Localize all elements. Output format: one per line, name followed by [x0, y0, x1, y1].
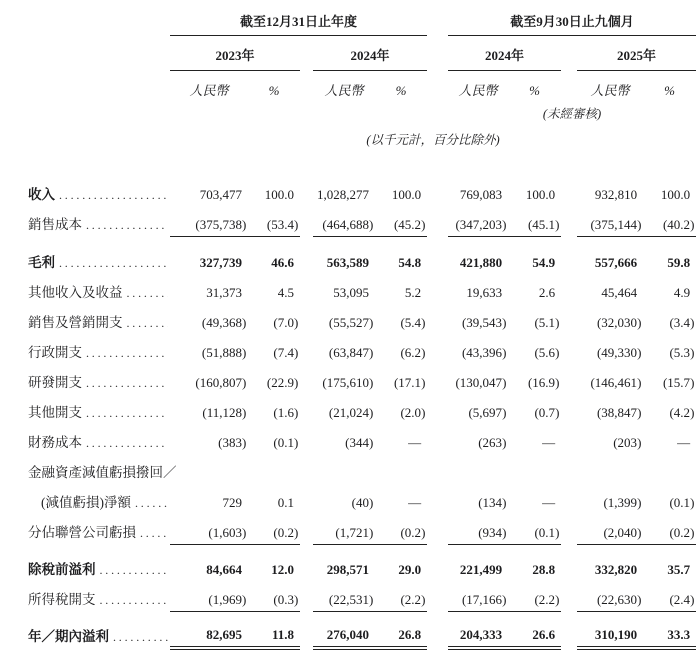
period-group-row: [28, 8, 696, 36]
currency-header: 人民幣: [590, 83, 630, 98]
percent-header: %: [395, 83, 407, 98]
hanging-paren: ): [502, 345, 507, 360]
dot-leader: [127, 286, 169, 301]
percent-cell: 12.0: [271, 562, 294, 577]
column-gap: [300, 424, 313, 454]
row-label: 研發開支: [28, 375, 82, 390]
percent-cell: 26.6: [508, 618, 561, 648]
amount-cell: 45,464: [601, 285, 638, 300]
amount-cell: (130,047): [455, 375, 507, 390]
percent-cell: (5.1): [534, 315, 560, 330]
percent-cell: (2.0): [400, 405, 426, 420]
column-gap: [427, 206, 448, 236]
percent-cell: (2.2): [508, 581, 561, 611]
percent-cell: —: [408, 495, 422, 510]
column-gap: [427, 618, 448, 648]
amount-cell: 82,695: [170, 618, 248, 648]
row-label: 收入: [28, 187, 55, 202]
amount-cell: (464,688): [313, 206, 375, 236]
hanging-paren: ): [421, 216, 426, 232]
amount-cell: (175,610): [322, 375, 374, 390]
percent-cell: —: [408, 435, 422, 450]
percent-cell: —: [677, 435, 691, 450]
hanging-paren: ): [502, 524, 507, 540]
hanging-paren: ): [637, 524, 642, 540]
table-row: [28, 618, 696, 648]
hanging-paren: ): [502, 405, 507, 420]
column-gap: [427, 364, 448, 394]
dot-leader: [100, 563, 169, 578]
percent-cell: 2.6: [538, 285, 556, 300]
header-spacer: [28, 150, 696, 176]
column-gap: [427, 334, 448, 364]
percent-cell: (17.1): [393, 375, 426, 390]
percent-cell: (22.9): [266, 375, 299, 390]
amount-cell: (344): [345, 435, 374, 450]
dot-leader: [127, 316, 169, 331]
amount-cell: (49,368): [201, 315, 247, 330]
hanging-paren: ): [369, 591, 374, 607]
amount-cell: 563,589: [326, 255, 369, 270]
unit-header-row: [28, 71, 696, 102]
hanging-paren: ): [369, 495, 374, 510]
hanging-paren: ): [294, 591, 299, 607]
table-row: [28, 334, 696, 364]
percent-cell: (45.1): [508, 206, 561, 236]
table-row: [28, 514, 696, 544]
percent-cell: (40.2): [643, 206, 696, 236]
column-gap: [300, 206, 313, 236]
table-row: [28, 581, 696, 611]
percent-cell: (16.9): [527, 375, 560, 390]
hanging-paren: ): [242, 524, 247, 540]
row-label: 所得稅開支: [28, 592, 96, 607]
percent-cell: 46.6: [271, 255, 294, 270]
amount-cell: 932,810: [594, 187, 638, 202]
row-label: 分佔聯營公司虧損: [28, 525, 136, 540]
amount-cell: 19,633: [466, 285, 503, 300]
hanging-paren: ): [369, 524, 374, 540]
row-label: (減值虧損)淨額: [41, 495, 131, 510]
percent-header: %: [268, 83, 280, 98]
hanging-paren: ): [637, 435, 642, 450]
period-group-annual: 截至12月31日止年度: [170, 8, 427, 36]
hanging-paren: ): [690, 345, 695, 360]
dot-leader: [59, 188, 168, 203]
column-gap: [561, 274, 577, 304]
dot-leader: [113, 630, 168, 645]
hanging-paren: ): [502, 216, 507, 232]
amount-cell: (1,969): [170, 581, 248, 611]
hanging-paren: ): [294, 435, 299, 450]
percent-cell: 35.7: [667, 562, 691, 577]
currency-header: 人民幣: [458, 83, 498, 98]
column-gap: [300, 304, 313, 334]
column-gap: [561, 304, 577, 334]
hanging-paren: ): [294, 524, 299, 540]
amount-cell: 31,373: [206, 285, 242, 300]
percent-cell: 100.0: [264, 187, 294, 202]
percent-cell: 100.0: [391, 187, 422, 202]
amount-cell: 769,083: [459, 187, 503, 202]
hanging-paren: ): [690, 315, 695, 330]
hanging-paren: ): [242, 405, 247, 420]
hanging-paren: ): [502, 495, 507, 510]
percent-cell: (6.2): [400, 345, 426, 360]
hanging-paren: ): [421, 315, 426, 330]
percent-cell: (3.4): [669, 315, 695, 330]
hanging-paren: ): [502, 435, 507, 450]
percent-cell: (5.3): [669, 345, 695, 360]
hanging-paren: ): [369, 345, 374, 360]
year-label-2025-9m: 2025年: [577, 36, 696, 71]
hanging-paren: ): [637, 591, 642, 607]
amount-cell: 204,333: [448, 618, 508, 648]
percent-cell: (5.4): [400, 315, 426, 330]
amount-cell: (203): [613, 435, 642, 450]
amount-cell: (38,847): [596, 405, 642, 420]
row-label: 財務成本: [28, 435, 82, 450]
row-spacer: [28, 611, 696, 618]
units-note: (以千元計，百分比除外): [366, 133, 500, 147]
amount-cell: (134): [478, 495, 507, 510]
units-note-row: [28, 122, 696, 150]
column-gap: [427, 551, 448, 581]
amount-cell: (49,330): [596, 345, 642, 360]
percent-header: %: [664, 83, 675, 98]
row-label: 毛利: [28, 255, 55, 270]
hanging-paren: ): [369, 315, 374, 330]
hanging-paren: ): [637, 375, 642, 390]
amount-cell: (263): [478, 435, 507, 450]
hanging-paren: ): [637, 495, 642, 510]
amount-cell: 221,499: [459, 562, 503, 577]
column-gap: [561, 514, 577, 544]
hanging-paren: ): [421, 524, 426, 540]
hanging-paren: ): [555, 345, 560, 360]
amount-cell: (22,630): [577, 581, 643, 611]
amount-cell: (146,461): [590, 375, 642, 390]
unaudited-note: (未經審核): [542, 107, 602, 121]
amount-cell: (55,527): [328, 315, 374, 330]
amount-cell: (17,166): [448, 581, 508, 611]
row-spacer: [28, 544, 696, 551]
amount-cell: (1,721): [313, 514, 375, 544]
percent-cell: 54.8: [398, 255, 422, 270]
row-label: 金融資產減值虧損撥回／: [28, 465, 177, 480]
amount-cell: 332,820: [594, 562, 638, 577]
hanging-paren: ): [294, 375, 299, 390]
percent-cell: 100.0: [525, 187, 556, 202]
percent-cell: 28.8: [532, 562, 556, 577]
hanging-paren: ): [294, 405, 299, 420]
amount-cell: (43,396): [461, 345, 507, 360]
column-gap: [561, 206, 577, 236]
dot-leader: [86, 436, 168, 451]
hanging-paren: ): [502, 375, 507, 390]
percent-cell: (2.4): [643, 581, 696, 611]
column-gap: [300, 274, 313, 304]
column-gap: [427, 244, 448, 274]
column-gap: [561, 581, 577, 611]
column-gap: [561, 176, 577, 206]
amount-cell: (934): [448, 514, 508, 544]
dot-leader: [140, 526, 168, 541]
table-row: [28, 394, 696, 424]
column-gap: [427, 424, 448, 454]
hanging-paren: ): [502, 315, 507, 330]
hanging-paren: ): [690, 495, 695, 510]
year-label-2023: 2023年: [170, 36, 300, 71]
percent-cell: (45.2): [375, 206, 427, 236]
row-label: 年／期內溢利: [28, 629, 109, 644]
table-row: [28, 206, 696, 236]
hanging-paren: ): [369, 405, 374, 420]
amount-cell: 298,571: [326, 562, 369, 577]
percent-cell: —: [542, 495, 556, 510]
percent-cell: —: [542, 435, 556, 450]
row-label: 銷售及營銷開支: [28, 315, 123, 330]
year-label-2024: 2024年: [313, 36, 427, 71]
hanging-paren: ): [555, 591, 560, 607]
currency-header: 人民幣: [324, 83, 364, 98]
dot-leader: [86, 406, 168, 421]
period-group-nine-months: 截至9月30日止九個月: [448, 8, 696, 36]
column-gap: [561, 551, 577, 581]
column-gap: [427, 274, 448, 304]
hanging-paren: ): [555, 375, 560, 390]
table-row: [28, 484, 696, 514]
amount-cell: 703,477: [199, 187, 242, 202]
year-label-2024-9m: 2024年: [448, 36, 561, 71]
percent-cell: 33.3: [643, 618, 696, 648]
percent-cell: (0.1): [508, 514, 561, 544]
column-gap: [561, 618, 577, 648]
percent-cell: (7.0): [273, 315, 299, 330]
hanging-paren: ): [637, 345, 642, 360]
amount-cell: (40): [351, 495, 374, 510]
amount-cell: 310,190: [577, 618, 643, 648]
row-label: 行政開支: [28, 345, 82, 360]
column-gap: [300, 581, 313, 611]
column-gap: [427, 581, 448, 611]
amount-cell: 421,880: [459, 255, 503, 270]
table-body: [28, 176, 696, 648]
hanging-paren: ): [421, 345, 426, 360]
hanging-paren: ): [637, 405, 642, 420]
percent-cell: (15.7): [662, 375, 695, 390]
amount-cell: 1,028,277: [317, 187, 369, 202]
percent-cell: (7.4): [273, 345, 299, 360]
hanging-paren: ): [242, 591, 247, 607]
column-gap: [300, 484, 313, 514]
percent-cell: (53.4): [248, 206, 300, 236]
percent-cell: 11.8: [248, 618, 300, 648]
hanging-paren: ): [502, 591, 507, 607]
hanging-paren: ): [690, 405, 695, 420]
dot-leader: [135, 496, 168, 511]
amount-cell: (160,807): [195, 375, 247, 390]
column-gap: [427, 304, 448, 334]
column-gap: [561, 394, 577, 424]
income-statement-table: [28, 8, 696, 650]
column-gap: [561, 244, 577, 274]
amount-cell: 557,666: [594, 255, 638, 270]
hanging-paren: ): [369, 375, 374, 390]
hanging-paren: ): [637, 315, 642, 330]
percent-cell: (0.2): [248, 514, 300, 544]
table-row: [28, 274, 696, 304]
column-gap: [300, 244, 313, 274]
table-row: [28, 424, 696, 454]
column-gap: [300, 394, 313, 424]
column-gap: [561, 334, 577, 364]
amount-cell: 327,739: [199, 255, 242, 270]
column-gap: [561, 364, 577, 394]
percent-cell: (0.1): [273, 435, 299, 450]
column-gap: [300, 176, 313, 206]
hanging-paren: ): [369, 435, 374, 450]
hanging-paren: ): [555, 315, 560, 330]
amount-cell: (63,847): [328, 345, 374, 360]
percent-cell: 26.8: [375, 618, 427, 648]
amount-cell: (375,144): [577, 206, 643, 236]
column-gap: [300, 551, 313, 581]
table-row: [28, 364, 696, 394]
row-label: 其他開支: [28, 405, 82, 420]
row-label: 其他收入及收益: [28, 285, 123, 300]
row-label: 除稅前溢利: [28, 562, 96, 577]
amount-cell: (32,030): [596, 315, 642, 330]
hanging-paren: ): [555, 216, 560, 232]
table-row: [28, 551, 696, 581]
currency-header: 人民幣: [189, 83, 229, 98]
hanging-paren: ): [242, 435, 247, 450]
percent-cell: 4.9: [673, 285, 691, 300]
dot-leader: [59, 256, 168, 271]
hanging-paren: ): [242, 315, 247, 330]
hanging-paren: ): [294, 216, 299, 232]
amount-cell: (51,888): [201, 345, 247, 360]
hanging-paren: ): [421, 405, 426, 420]
percent-cell: 5.2: [404, 285, 422, 300]
hanging-paren: ): [294, 315, 299, 330]
dot-leader: [86, 346, 168, 361]
column-gap: [300, 618, 313, 648]
hanging-paren: ): [421, 375, 426, 390]
column-gap: [300, 334, 313, 364]
table-row: [28, 176, 696, 206]
percent-cell: 59.8: [667, 255, 691, 270]
amount-cell: (22,531): [313, 581, 375, 611]
column-gap: [561, 424, 577, 454]
hanging-paren: ): [637, 216, 642, 232]
column-gap: [300, 364, 313, 394]
hanging-paren: ): [369, 216, 374, 232]
hanging-paren: ): [690, 524, 695, 540]
dot-leader: [100, 593, 169, 608]
column-gap: [427, 514, 448, 544]
year-row: [28, 36, 696, 71]
percent-cell: (1.6): [273, 405, 299, 420]
row-label: 銷售成本: [28, 217, 82, 232]
percent-cell: 29.0: [398, 562, 422, 577]
percent-cell: (0.2): [375, 514, 427, 544]
amount-cell: (383): [218, 435, 247, 450]
amount-cell: (5,697): [468, 405, 507, 420]
hanging-paren: ): [555, 405, 560, 420]
amount-cell: 84,664: [206, 562, 242, 577]
table-row: [28, 304, 696, 334]
amount-cell: (347,203): [448, 206, 508, 236]
column-gap: [427, 176, 448, 206]
table-row: [28, 454, 696, 484]
column-gap: [427, 394, 448, 424]
amount-cell: (21,024): [328, 405, 374, 420]
hanging-paren: ): [294, 345, 299, 360]
hanging-paren: ): [242, 345, 247, 360]
percent-cell: (2.2): [375, 581, 427, 611]
dot-leader: [86, 218, 168, 233]
percent-cell: (0.1): [669, 495, 695, 510]
percent-cell: 54.9: [532, 255, 556, 270]
percent-cell: 100.0: [660, 187, 691, 202]
amount-cell: 729: [222, 495, 242, 510]
amount-cell: (2,040): [577, 514, 643, 544]
percent-cell: (4.2): [669, 405, 695, 420]
amount-cell: (39,543): [461, 315, 507, 330]
dot-leader: [86, 376, 168, 391]
hanging-paren: ): [690, 375, 695, 390]
table-header: [28, 8, 696, 176]
amount-cell: (1,399): [603, 495, 642, 510]
hanging-paren: ): [242, 216, 247, 232]
unaudited-row: [28, 101, 696, 122]
column-gap: [561, 484, 577, 514]
row-spacer: [28, 236, 696, 244]
amount-cell: (11,128): [202, 405, 247, 420]
amount-cell: (1,603): [170, 514, 248, 544]
table-row: [28, 244, 696, 274]
amount-cell: 53,095: [333, 285, 369, 300]
percent-cell: 0.1: [277, 495, 294, 510]
percent-header: %: [529, 83, 540, 98]
hanging-paren: ): [242, 375, 247, 390]
percent-cell: (5.6): [534, 345, 560, 360]
hanging-paren: ): [421, 591, 426, 607]
amount-cell: 276,040: [313, 618, 375, 648]
percent-cell: 4.5: [277, 285, 294, 300]
percent-cell: (0.3): [248, 581, 300, 611]
column-gap: [300, 514, 313, 544]
percent-cell: (0.7): [534, 405, 560, 420]
hanging-paren: ): [690, 216, 695, 232]
hanging-paren: ): [555, 524, 560, 540]
hanging-paren: ): [690, 591, 695, 607]
column-gap: [427, 484, 448, 514]
amount-cell: (375,738): [170, 206, 248, 236]
percent-cell: (0.2): [643, 514, 696, 544]
